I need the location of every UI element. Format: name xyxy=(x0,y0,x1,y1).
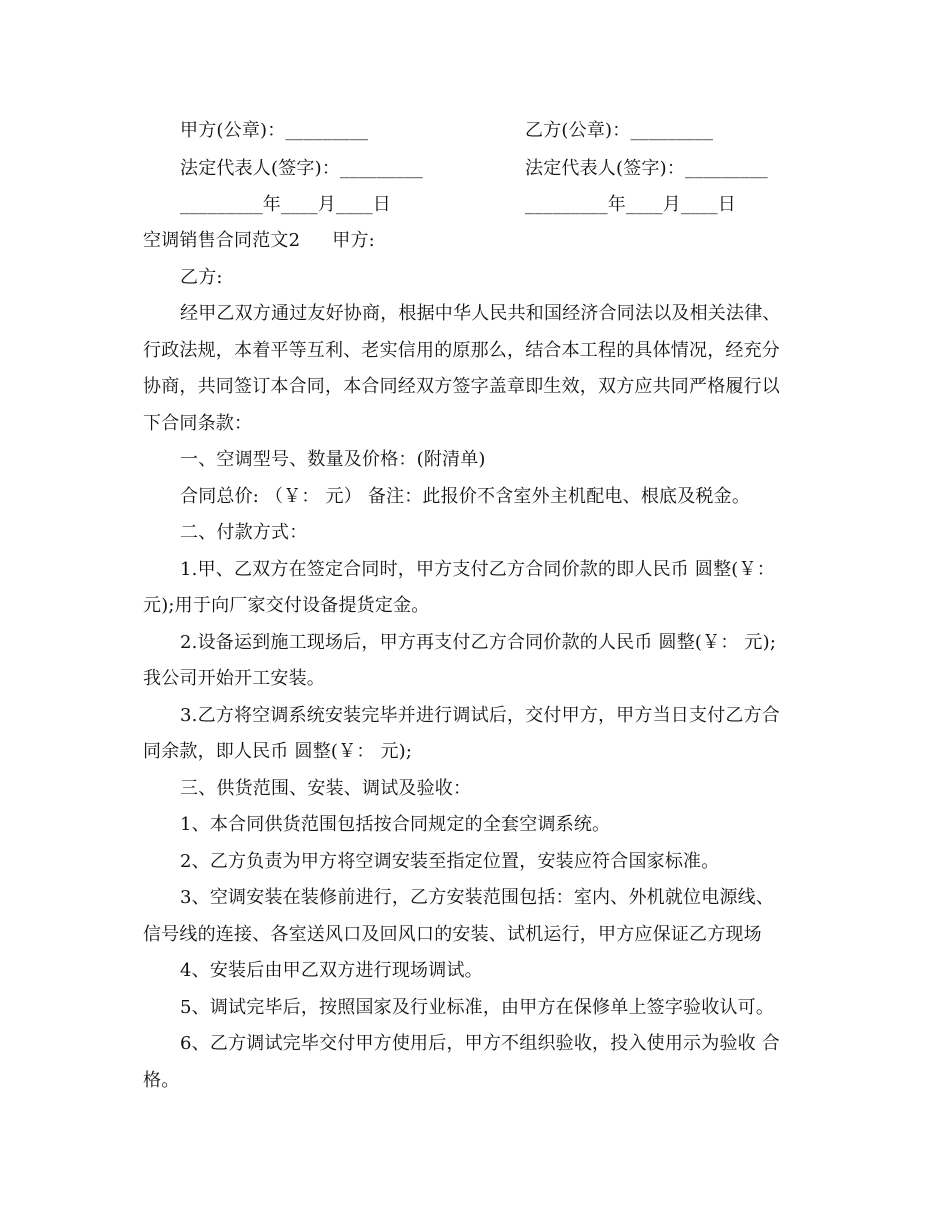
section3-item3-line1: 3、空调安装在装修前进行，乙方安装范围包括：室内、外机就位电源线、 xyxy=(180,887,775,908)
contract-title-line xyxy=(143,229,375,253)
section2-item2-line1: 2.设备运到施工现场后，甲方再支付乙方合同价款的人民币 圆整(￥： 元); xyxy=(180,632,777,653)
section3-item6-line1: 6、乙方调试完毕交付甲方使用后，甲方不组织验收，投入使用示为验收 合 xyxy=(180,1033,780,1054)
section1-heading: 一、空调型号、数量及价格：(附清单) xyxy=(180,449,486,470)
party-a-date-line: _________年____月____日 xyxy=(180,194,391,215)
intro-line-3: 协商，共同签订本合同，本合同经双方签字盖章即生效，双方应共同严格履行以 xyxy=(143,376,780,397)
section3-item2: 2、乙方负责为甲方将空调安装至指定位置，安装应符合国家标准。 xyxy=(180,851,720,872)
party-a-rep-line: 法定代表人(签字)：_________ xyxy=(180,158,423,179)
section3-item5: 5、调试完毕后，按照国家及行业标准，由甲方在保修单上签字验收认可。 xyxy=(180,997,775,1018)
contract-title: 空调销售合同范文2 xyxy=(143,230,301,251)
section3-item6-line2: 格。 xyxy=(143,1070,180,1091)
section2-item1-line1: 1.甲、乙双方在签定合同时，甲方支付乙方合同价款的即人民币 圆整(￥： xyxy=(180,559,775,580)
section1-total-price: 合同总价: （￥： 元） 备注：此报价不含室外主机配电、根底及税金。 xyxy=(180,486,751,507)
section2-item3-line2: 同余款，即人民币 圆整(￥： 元); xyxy=(143,741,413,762)
section3-item3-line2: 信号线的连接、各室送风口及回风口的安装、试机运行，甲方应保证乙方现场 xyxy=(143,924,762,945)
party-b-rep-line: 法定代表人(签字)：_________ xyxy=(525,158,768,179)
section2-item1-line2: 元);用于向厂家交付设备提货定金。 xyxy=(143,595,430,616)
intro-line-2: 行政法规，本着平等互利、老实信用的原那么，结合本工程的具体情况，经充分 xyxy=(143,340,780,361)
party-b-seal-line: 乙方(公章)：_________ xyxy=(525,120,714,141)
section2-item2-line2: 我公司开始开工安装。 xyxy=(143,668,325,689)
section3-item1: 1、本合同供货范围包括按合同规定的全套空调系统。 xyxy=(180,814,611,835)
section2-heading: 二、付款方式： xyxy=(180,522,308,543)
section3-item4: 4、安装后由甲乙双方进行现场调试。 xyxy=(180,960,483,981)
party-b-label: 乙方: xyxy=(180,267,223,288)
intro-line-1: 经甲乙双方通过友好协商，根据中华人民共和国经济合同法以及相关法律、 xyxy=(180,303,781,324)
party-a-seal-line: 甲方(公章)：_________ xyxy=(180,120,369,141)
intro-line-4: 下合同条款： xyxy=(143,413,253,434)
section2-item3-line1: 3.乙方将空调系统安装完毕并进行调试后，交付甲方，甲方当日支付乙方合 xyxy=(180,705,780,726)
section3-heading: 三、供货范围、安装、调试及验收： xyxy=(180,778,472,799)
party-a-label: 甲方: xyxy=(332,230,375,251)
party-b-date-line: _________年____月____日 xyxy=(525,194,736,215)
